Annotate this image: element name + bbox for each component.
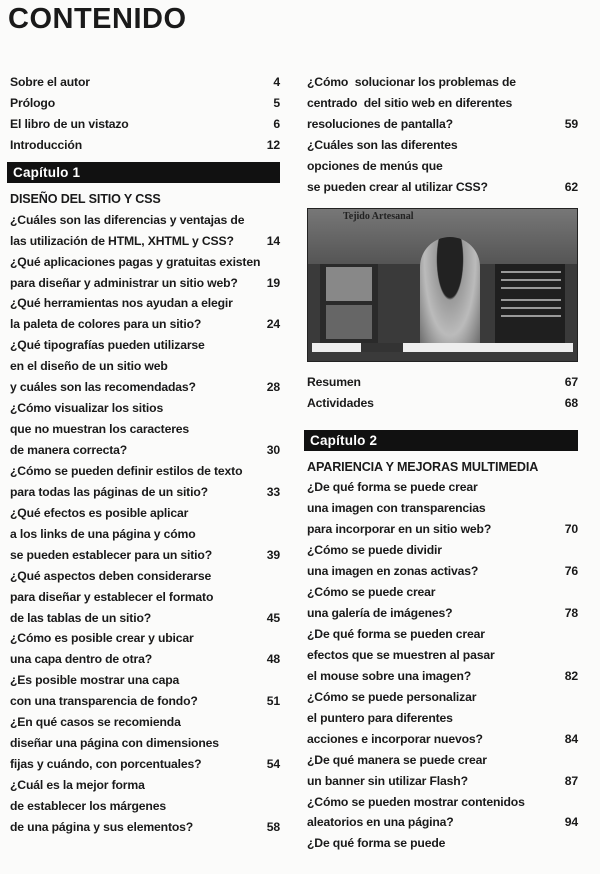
toc-entry-title: ¿Cómo se puede personalizar	[307, 689, 477, 704]
toc-line	[10, 566, 280, 587]
toc-entry-title: de las tablas de un sitio?	[10, 610, 152, 625]
toc-page-number: 51	[266, 694, 280, 709]
toc-page-number: 45	[266, 610, 280, 625]
toc-line	[307, 477, 578, 498]
toc-line	[307, 177, 578, 198]
toc-entry	[307, 833, 578, 854]
toc-entry-title: una imagen en zonas activas?	[307, 564, 479, 579]
toc-entry-title: el mouse sobre una imagen?	[307, 668, 472, 683]
toc-page-number: 76	[564, 564, 578, 579]
toc-page-number: 78	[564, 606, 578, 621]
toc-entry-title: ¿Cómo solucionar los problemas de	[307, 75, 516, 89]
toc-line	[307, 93, 578, 114]
toc-line	[10, 314, 280, 335]
toc-page-number: 39	[266, 547, 280, 562]
toc-line	[10, 114, 280, 135]
chapter-1-entries	[10, 210, 280, 838]
toc-line	[10, 796, 280, 817]
toc-line	[10, 545, 280, 566]
toc-line	[10, 608, 280, 629]
toc-line	[307, 812, 578, 833]
toc-entry	[307, 582, 578, 624]
toc-entry-title: ¿Cuáles son las diferencias y ventajas de	[10, 212, 245, 227]
toc-entry	[10, 335, 280, 398]
toc-entry-title: ¿Cómo se pueden definir estilos de texto	[10, 463, 243, 478]
toc-entry	[10, 461, 280, 503]
toc-entry-title: para diseñar y administrar un sitio web?	[10, 275, 238, 290]
toc-entry-title: ¿Qué aspectos deben considerarse	[10, 568, 212, 583]
toc-entry	[10, 210, 280, 252]
toc-entry-title: el puntero para diferentes	[307, 710, 453, 725]
toc-entry-title: la paleta de colores para un sitio?	[10, 317, 202, 332]
screenshot-text-line	[501, 307, 561, 309]
toc-entry-title: de manera correcta?	[10, 443, 128, 457]
toc-line	[307, 498, 578, 519]
toc-line	[307, 645, 578, 666]
toc-entry	[307, 687, 578, 750]
screenshot-thumbnail	[326, 305, 372, 339]
toc-line	[10, 670, 280, 691]
toc-entry	[10, 775, 280, 838]
toc-line	[307, 582, 578, 603]
toc-line	[307, 833, 578, 854]
toc-entry	[10, 293, 280, 335]
screenshot-text-line	[501, 271, 561, 273]
toc-entry-title: una capa dentro de otra?	[10, 652, 152, 667]
toc-entry-title: una imagen con transparencias	[307, 501, 486, 516]
toc-entry	[10, 566, 280, 629]
toc-entry-title: un banner sin utilizar Flash?	[307, 773, 468, 788]
toc-entry-title: El libro de un vistazo	[10, 116, 129, 131]
toc-entry-title: para diseñar y establecer el formato	[10, 589, 214, 604]
toc-line	[10, 356, 280, 377]
toc-line	[10, 817, 280, 838]
toc-entry-title: ¿Cuáles son las diferentes	[307, 137, 458, 152]
toc-line	[307, 624, 578, 645]
toc-page-number: 24	[266, 317, 280, 332]
toc-entry-title: Prólogo	[10, 95, 55, 110]
toc-entry-title: ¿En qué casos se recomienda	[10, 715, 181, 730]
toc-line	[307, 519, 578, 540]
toc-entry-title: ¿Qué tipografías pueden utilizarse	[10, 338, 205, 353]
chapter-1-closing	[307, 372, 578, 414]
toc-page-number: 5	[273, 95, 280, 110]
toc-entry	[10, 114, 280, 135]
toc-entry	[10, 252, 280, 294]
toc-entry-title: ¿Cómo visualizar los sitios	[10, 401, 164, 416]
toc-entry-title: a los links de una página y cómo	[10, 526, 196, 541]
screenshot-nav-selected	[361, 343, 403, 352]
screenshot-nav-bar	[312, 343, 573, 352]
toc-entry-title: Sobre el autor	[10, 75, 90, 89]
toc-entry	[307, 72, 578, 135]
toc-line	[307, 603, 578, 624]
toc-line	[10, 649, 280, 670]
toc-entry	[10, 712, 280, 775]
toc-entry-title: una galería de imágenes?	[307, 606, 453, 621]
toc-entry-title: centrado del sitio web en diferentes	[307, 95, 513, 110]
toc-entry-title: las utilización de HTML, XHTML y CSS?	[10, 233, 234, 248]
toc-line	[10, 231, 280, 252]
toc-entry-title: ¿Cómo es posible crear y ubicar	[10, 631, 194, 646]
toc-line	[307, 729, 578, 750]
toc-line	[10, 72, 280, 93]
toc-entry	[10, 93, 280, 114]
toc-line	[307, 792, 578, 813]
toc-entry-title: con una transparencia de fondo?	[10, 694, 198, 709]
toc-page-number: 87	[564, 773, 578, 788]
toc-entry-title: de establecer los márgenes	[10, 798, 166, 813]
toc-line	[10, 712, 280, 733]
toc-entry-title: y cuáles son las recomendadas?	[10, 380, 196, 395]
chapter-2-heading	[307, 457, 578, 478]
toc-entry	[10, 135, 280, 156]
chapter-1-banner: Capítulo 1	[7, 162, 280, 183]
toc-line	[10, 628, 280, 649]
toc-left-column	[10, 72, 280, 838]
toc-entry-title: se pueden establecer para un sitio?	[10, 547, 213, 562]
toc-line	[10, 754, 280, 775]
toc-page-number: 94	[564, 815, 578, 830]
toc-entry-title: acciones e incorporar nuevos?	[307, 731, 483, 746]
toc-entry-title: ¿De qué manera se puede crear	[307, 752, 487, 767]
toc-page-number: 14	[266, 233, 280, 248]
toc-line	[10, 461, 280, 482]
toc-entry-title: que no muestran los caracteres	[10, 422, 190, 437]
website-screenshot-figure	[307, 208, 578, 362]
toc-line	[10, 273, 280, 294]
toc-line	[10, 293, 280, 314]
toc-entry-title: aleatorios en una página?	[307, 815, 454, 830]
toc-entry	[307, 750, 578, 792]
toc-page-number: 70	[564, 522, 578, 537]
toc-line	[10, 419, 280, 440]
toc-line	[10, 587, 280, 608]
toc-page-number: 30	[266, 443, 280, 457]
toc-entry-title: opciones de menús que	[307, 158, 443, 173]
screenshot-text-line	[501, 279, 561, 281]
toc-page-number: 62	[564, 179, 578, 194]
toc-entry-title: ¿De qué forma se puede	[307, 836, 446, 851]
toc-line	[10, 135, 280, 156]
toc-line	[307, 540, 578, 561]
toc-page-number: 12	[266, 137, 280, 152]
page-title: CONTENIDO	[8, 3, 187, 35]
toc-line	[307, 687, 578, 708]
screenshot-text-line	[501, 315, 561, 317]
toc-line	[10, 503, 280, 524]
toc-entry	[10, 503, 280, 566]
toc-entry-title: efectos que se muestren al pasar	[307, 647, 495, 662]
screenshot-text-panel	[495, 264, 565, 344]
toc-entry-title: ¿De qué forma se pueden crear	[307, 627, 485, 641]
toc-entry	[10, 670, 280, 712]
toc-line	[10, 335, 280, 356]
toc-entry	[307, 477, 578, 540]
toc-line	[10, 377, 280, 398]
toc-entry-title: diseñar una página con dimensiones	[10, 736, 219, 751]
toc-entry-title: ¿Cómo se puede dividir	[307, 543, 442, 558]
toc-entry-title: ¿Cómo se puede crear	[307, 585, 436, 600]
toc-page-number: 4	[273, 75, 280, 89]
toc-page-number: 59	[564, 116, 578, 131]
chapter-2-entries	[307, 477, 578, 854]
chapter-1-heading	[10, 189, 280, 210]
toc-page-number: 67	[564, 374, 578, 389]
screenshot-text-line	[501, 299, 561, 301]
screenshot-text-line	[501, 287, 561, 289]
toc-line	[10, 252, 280, 273]
toc-entry-title: Actividades	[307, 395, 374, 410]
toc-line	[307, 561, 578, 582]
toc-line	[10, 210, 280, 231]
toc-entry-title: Resumen	[307, 374, 361, 389]
toc-entry-title: ¿Cuál es la mejor forma	[10, 778, 145, 792]
toc-page-number: 48	[266, 652, 280, 667]
screenshot-figure-person	[420, 237, 480, 349]
toc-page-number: 19	[266, 275, 280, 290]
toc-entry-title: en el diseño de un sitio web	[10, 359, 168, 374]
toc-entry-title: ¿De qué forma se puede crear	[307, 480, 478, 495]
toc-entry-title: ¿Qué aplicaciones pagas y gratuitas existen	[10, 254, 261, 269]
front-matter-list	[10, 72, 280, 156]
screenshot-thumbnail	[326, 267, 372, 301]
screenshot-site-title: Tejido Artesanal	[343, 210, 414, 222]
toc-line	[307, 114, 578, 135]
toc-page-number: 54	[266, 757, 280, 772]
toc-line	[10, 733, 280, 754]
chapter-2-banner: Capítulo 2	[304, 430, 578, 451]
toc-entry	[307, 624, 578, 687]
chapter-heading-text: DISEÑO DEL SITIO Y CSS	[10, 191, 161, 206]
toc-line	[307, 135, 578, 156]
toc-entry	[307, 393, 578, 414]
toc-entry-title: para todas las páginas de un sitio?	[10, 484, 208, 499]
toc-line	[307, 156, 578, 177]
toc-line	[307, 666, 578, 687]
toc-line	[10, 440, 280, 461]
toc-entry	[307, 135, 578, 198]
toc-page-number: 28	[266, 380, 280, 395]
toc-page-number: 58	[266, 819, 280, 834]
toc-entry	[307, 372, 578, 393]
toc-entry-title: de una página y sus elementos?	[10, 819, 194, 834]
toc-line	[307, 372, 578, 393]
chapter-heading-text: APARIENCIA Y MEJORAS MULTIMEDIA	[307, 459, 539, 474]
toc-line	[10, 691, 280, 712]
toc-entry-title: Introducción	[10, 137, 82, 152]
toc-line	[10, 93, 280, 114]
toc-entry-title: ¿Qué efectos es posible aplicar	[10, 505, 189, 520]
toc-line	[10, 775, 280, 796]
toc-page-number: 6	[273, 116, 280, 131]
toc-line	[307, 72, 578, 93]
toc-entry	[307, 792, 578, 834]
toc-page-number: 82	[564, 668, 578, 683]
toc-page-number: 33	[266, 484, 280, 499]
toc-entry	[10, 72, 280, 93]
toc-line	[307, 708, 578, 729]
toc-page-number: 84	[564, 731, 578, 746]
toc-entry-title: resoluciones de pantalla?	[307, 116, 453, 131]
toc-entry-title: ¿Es posible mostrar una capa	[10, 673, 180, 688]
toc-entry-title: ¿Cómo se pueden mostrar contenidos	[307, 794, 525, 809]
toc-entry-title: se pueden crear al utilizar CSS?	[307, 179, 488, 194]
toc-line	[307, 771, 578, 792]
toc-entry-title: ¿Qué herramientas nos ayudan a elegir	[10, 296, 233, 311]
toc-entry	[10, 628, 280, 670]
toc-line	[307, 750, 578, 771]
toc-line	[10, 524, 280, 545]
toc-page-number: 68	[564, 395, 578, 410]
toc-line	[10, 398, 280, 419]
toc-line	[10, 482, 280, 503]
toc-line	[307, 393, 578, 414]
toc-right-column	[307, 72, 578, 854]
toc-entry-title: fijas y cuándo, con porcentuales?	[10, 757, 202, 772]
toc-entry	[10, 398, 280, 461]
toc-entry-title: para incorporar en un sitio web?	[307, 522, 492, 537]
chapter-1-entries-continued	[307, 72, 578, 198]
toc-entry	[307, 540, 578, 582]
